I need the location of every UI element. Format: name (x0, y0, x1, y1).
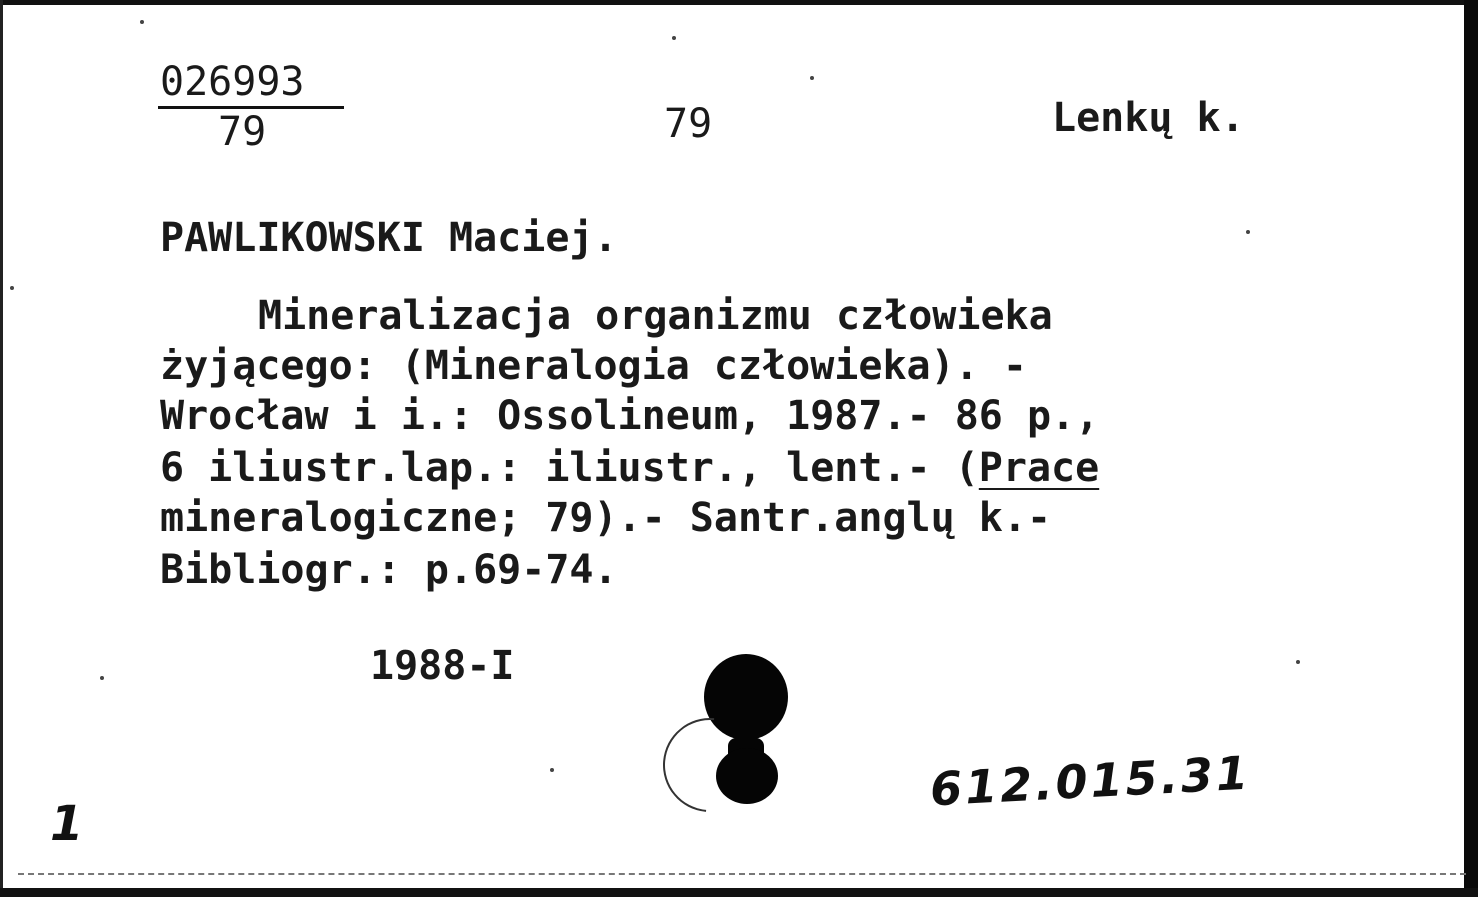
description-line-1: Mineralizacja organizmu człowieka (258, 293, 1053, 339)
accession-number: 026993 (160, 59, 305, 105)
card-edge-right (1464, 0, 1478, 897)
speck (550, 768, 554, 772)
description-line-5: mineralogiczne; 79).- Santr.anglų k.- (160, 495, 1052, 541)
description-line-4 (160, 445, 1100, 491)
handwritten-mark: 1 (50, 796, 84, 852)
speck (100, 676, 104, 680)
speck (672, 36, 676, 40)
card-bottom-dashed-line (18, 873, 1466, 875)
description-line-3: Wrocław i i.: Ossolineum, 1987.- 86 p., (160, 393, 1100, 439)
speck (10, 286, 14, 290)
card-edge-top (0, 0, 1478, 5)
volume-number: 79 (664, 101, 713, 147)
description-line-4-text: 6 iliustr.lap.: iliustr., lent.- ( (160, 445, 979, 491)
speck (140, 20, 144, 24)
series-title-underlined: Prace (978, 445, 1100, 491)
language-note: Lenkų k. (1052, 95, 1245, 141)
classification-handwritten: 612.015.31 (928, 745, 1253, 817)
author-heading: PAWLIKOWSKI Maciej. (160, 215, 618, 261)
speck (1296, 660, 1300, 664)
card-edge-left (0, 0, 3, 897)
description-line-2: żyjącego: (Mineralogia człowieka). - (160, 343, 1027, 389)
accession-sub: 79 (218, 109, 267, 155)
card-edge-bottom (0, 888, 1478, 897)
description-line-6: Bibliogr.: p.69-74. (160, 547, 618, 593)
speck (1246, 230, 1250, 234)
date-code: 1988-I (370, 643, 515, 689)
speck (810, 76, 814, 80)
